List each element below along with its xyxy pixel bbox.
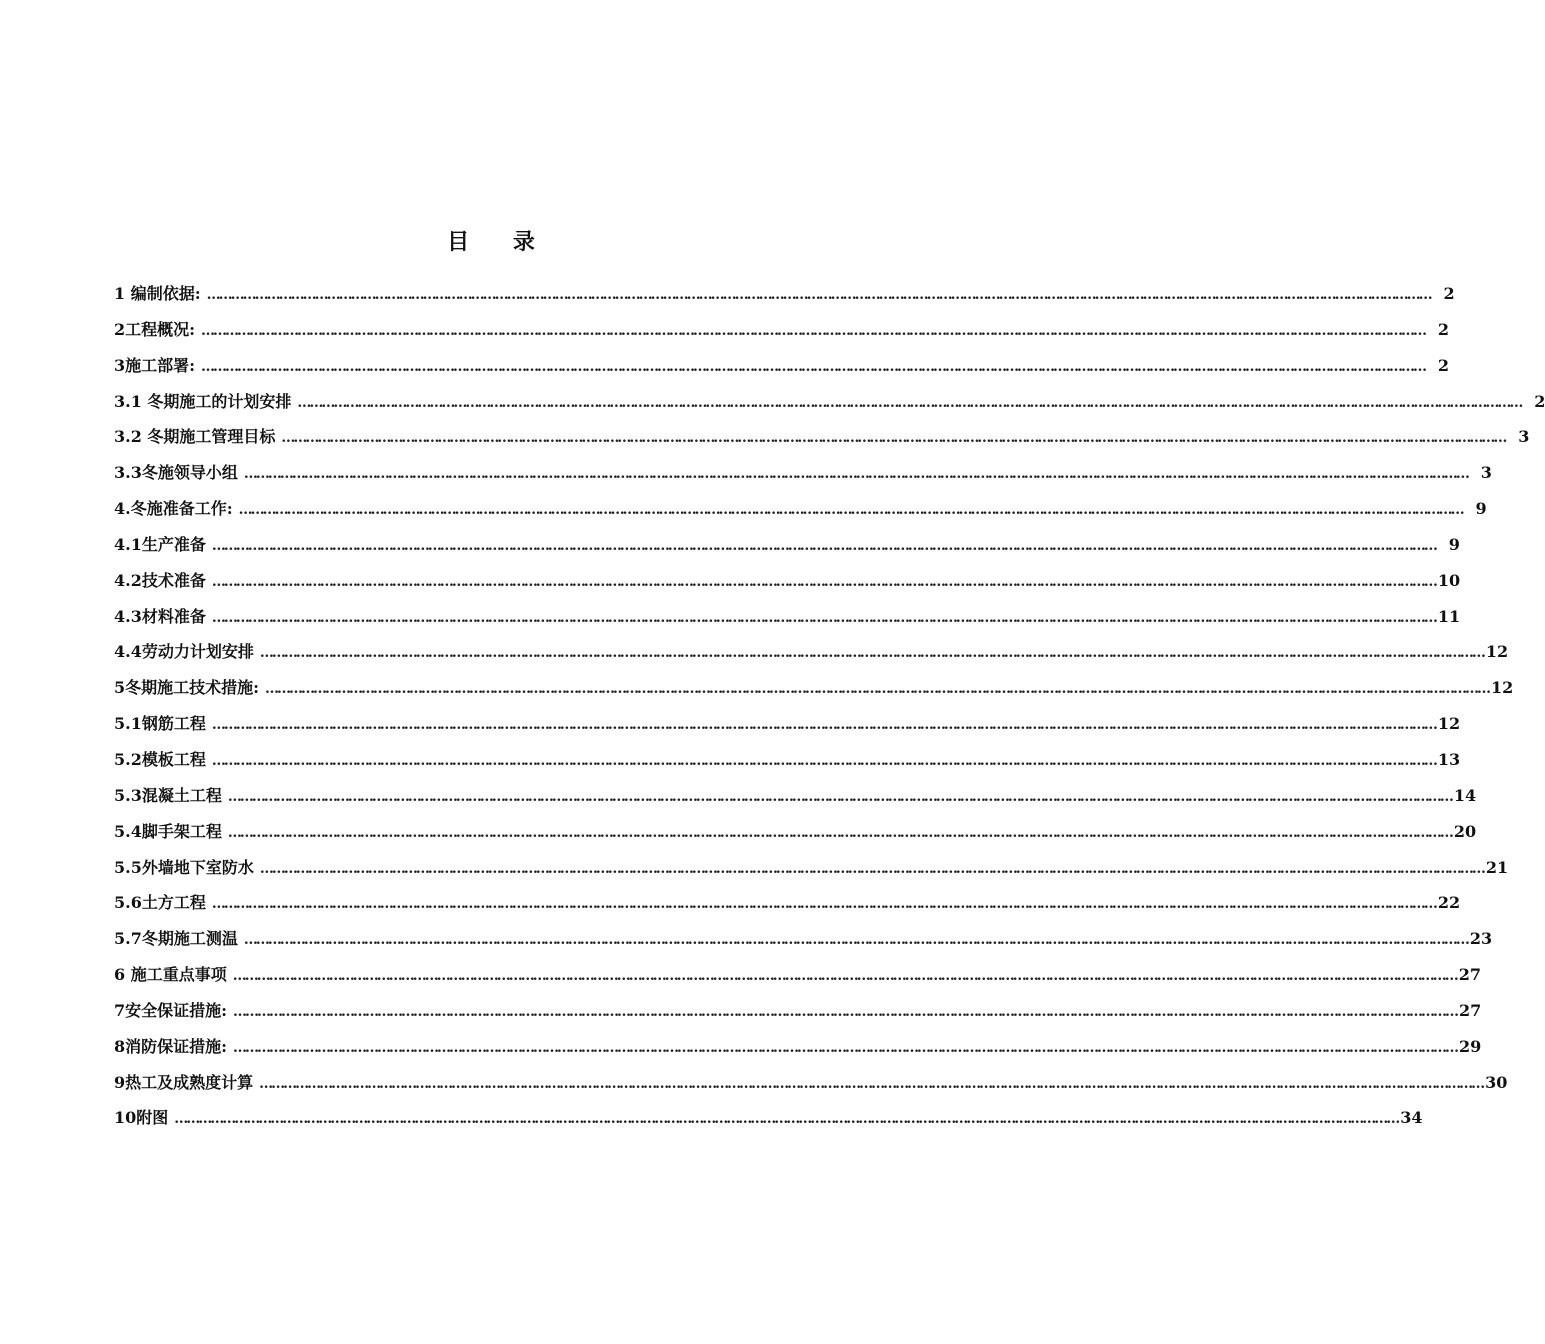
toc-entry-page-number: 11: [1437, 606, 1461, 626]
toc-dot-leader: ………………………………………………………………………………………………………………………………………………………………………………………………………………………………………………………………………………: [227, 824, 1452, 841]
toc-entry-page-number: 27: [1459, 1000, 1482, 1020]
toc-dot-leader: ………………………………………………………………………………………………………………………………………………………………………………………………………………………………………………………………………………: [211, 752, 1436, 769]
toc-dot-leader: ………………………………………………………………………………………………………………………………………………………………………………………………………………………………………………………………………………: [206, 287, 1431, 303]
toc-entry-label: 10附图: [114, 1108, 169, 1128]
toc-dot-leader: ………………………………………………………………………………………………………………………………………………………………………………………………………………………………………………………………………………: [232, 968, 1457, 985]
toc-dot-leader: ………………………………………………………………………………………………………………………………………………………………………………………………………………………………………………………………………………: [233, 1039, 1458, 1056]
toc-entry-page-number: 2: [1443, 284, 1455, 303]
toc-list: [114, 278, 1545, 1138]
toc-entry-label: 3施工部署:: [114, 355, 196, 375]
toc-entry[interactable]: [114, 1031, 1482, 1067]
toc-entry-label: 4.4劳动力计划安排: [114, 642, 254, 662]
toc-entry[interactable]: [114, 708, 1461, 744]
toc-entry-page-number: 9: [1475, 499, 1487, 519]
toc-dot-leader: ………………………………………………………………………………………………………………………………………………………………………………………………………………………………………………………………………………: [211, 573, 1436, 590]
toc-entry-page-number: 21: [1485, 857, 1509, 877]
toc-entry[interactable]: [114, 672, 1514, 708]
toc-entry-page-number: 3: [1480, 463, 1492, 483]
toc-entry-label: 5.5外墙地下室防水: [114, 857, 254, 877]
toc-entry-page-number: 13: [1437, 749, 1461, 769]
toc-dot-leader: ………………………………………………………………………………………………………………………………………………………………………………………………………………………………………………………………………………: [259, 645, 1484, 662]
toc-entry-label: 7安全保证措施:: [114, 1000, 228, 1020]
toc-entry[interactable]: [114, 601, 1461, 637]
toc-entry-label: 2工程概况:: [114, 319, 196, 339]
toc-entry-page-number: 27: [1458, 965, 1481, 985]
toc-entry[interactable]: [114, 278, 1455, 314]
toc-entry[interactable]: [114, 565, 1461, 601]
toc-entry-label: 4.1生产准备: [114, 534, 206, 554]
toc-dot-leader: ………………………………………………………………………………………………………………………………………………………………………………………………………………………………………………………………………………: [211, 896, 1436, 913]
toc-dot-leader: ………………………………………………………………………………………………………………………………………………………………………………………………………………………………………………………………………………: [201, 322, 1426, 339]
toc-entry-page-number: 12: [1437, 714, 1461, 734]
toc-dot-leader: ………………………………………………………………………………………………………………………………………………………………………………………………………………………………………………………………………………: [259, 860, 1484, 877]
toc-entry-label: 5.2模板工程: [114, 749, 206, 769]
toc-entry[interactable]: [114, 852, 1509, 888]
toc-dot-leader: ………………………………………………………………………………………………………………………………………………………………………………………………………………………………………………………………………………: [297, 394, 1522, 411]
toc-entry[interactable]: [114, 744, 1461, 780]
toc-dot-leader: ………………………………………………………………………………………………………………………………………………………………………………………………………………………………………………………………………………: [201, 358, 1426, 375]
toc-entry-page-number: 10: [1437, 570, 1461, 590]
toc-entry[interactable]: [114, 887, 1461, 923]
toc-entry-label: 5.4脚手架工程: [114, 821, 222, 841]
toc-dot-leader: ………………………………………………………………………………………………………………………………………………………………………………………………………………………………………………………………………………: [243, 466, 1468, 483]
toc-dot-leader: ………………………………………………………………………………………………………………………………………………………………………………………………………………………………………………………………………………: [265, 681, 1490, 698]
toc-dot-leader: ………………………………………………………………………………………………………………………………………………………………………………………………………………………………………………………………………………: [211, 717, 1436, 734]
toc-entry-label: 5.7冬期施工测温: [114, 929, 238, 949]
toc-dot-leader: ………………………………………………………………………………………………………………………………………………………………………………………………………………………………………………………………………………: [259, 1075, 1484, 1092]
toc-dot-leader: ………………………………………………………………………………………………………………………………………………………………………………………………………………………………………………………………………………: [211, 537, 1436, 554]
toc-entry[interactable]: [114, 780, 1477, 816]
toc-entry[interactable]: [114, 314, 1450, 350]
toc-dot-leader: ………………………………………………………………………………………………………………………………………………………………………………………………………………………………………………………………………………: [238, 502, 1463, 519]
toc-entry-page-number: 3: [1518, 427, 1530, 447]
toc-entry[interactable]: [114, 995, 1482, 1031]
toc-entry-page-number: 22: [1437, 893, 1461, 913]
toc-entry-page-number: 2: [1534, 391, 1545, 411]
toc-entry-label: 5冬期施工技术措施:: [114, 678, 260, 698]
toc-entry-label: 1 编制依据:: [114, 284, 201, 303]
toc-entry-label: 3.3冬施领导小组: [114, 463, 238, 483]
toc-entry[interactable]: [114, 493, 1487, 529]
toc-dot-leader: ………………………………………………………………………………………………………………………………………………………………………………………………………………………………………………………………………………: [211, 609, 1436, 626]
toc-entry-page-number: 30: [1485, 1072, 1508, 1092]
toc-entry-label: 9热工及成熟度计算: [114, 1072, 254, 1092]
toc-dot-leader: ………………………………………………………………………………………………………………………………………………………………………………………………………………………………………………………………………………: [281, 430, 1506, 447]
toc-title: 目 录: [447, 229, 553, 255]
toc-entry-page-number: 34: [1400, 1108, 1423, 1128]
toc-entry-label: 5.6土方工程: [114, 893, 206, 913]
toc-entry[interactable]: [114, 350, 1450, 386]
toc-entry[interactable]: [114, 816, 1477, 852]
toc-entry[interactable]: [114, 386, 1545, 422]
toc-entry-page-number: 9: [1448, 534, 1460, 554]
toc-dot-leader: ………………………………………………………………………………………………………………………………………………………………………………………………………………………………………………………………………………: [233, 1003, 1458, 1020]
toc-entry[interactable]: [114, 923, 1493, 959]
toc-dot-leader: ………………………………………………………………………………………………………………………………………………………………………………………………………………………………………………………………………………: [174, 1111, 1399, 1128]
toc-entry-page-number: 14: [1453, 785, 1477, 805]
toc-entry-label: 5.3混凝土工程: [114, 785, 222, 805]
toc-dot-leader: ………………………………………………………………………………………………………………………………………………………………………………………………………………………………………………………………………………: [227, 788, 1452, 805]
toc-entry-page-number: 12: [1485, 642, 1509, 662]
toc-entry-label: 4.3材料准备: [114, 606, 206, 626]
toc-entry-label: 5.1钢筋工程: [114, 714, 206, 734]
toc-entry[interactable]: [114, 1067, 1508, 1103]
toc-entry-page-number: 23: [1469, 929, 1493, 949]
toc-entry-label: 3.2 冬期施工管理目标: [114, 427, 276, 447]
toc-entry-page-number: 2: [1437, 319, 1450, 339]
toc-entry-label: 8消防保证措施:: [114, 1036, 228, 1056]
toc-entry[interactable]: [114, 529, 1460, 565]
toc-entry-label: 4.冬施准备工作:: [114, 499, 233, 519]
toc-entry[interactable]: [114, 636, 1509, 672]
toc-entry-page-number: 2: [1437, 355, 1450, 375]
toc-entry[interactable]: [114, 421, 1530, 457]
toc-entry-page-number: 29: [1459, 1036, 1482, 1056]
toc-entry[interactable]: [114, 959, 1481, 995]
toc-entry[interactable]: [114, 457, 1492, 493]
toc-entry-page-number: 12: [1491, 678, 1514, 698]
toc-entry-label: 6 施工重点事项: [114, 965, 227, 985]
toc-entry-page-number: 20: [1453, 821, 1477, 841]
toc-dot-leader: ………………………………………………………………………………………………………………………………………………………………………………………………………………………………………………………………………………: [243, 932, 1468, 949]
toc-entry[interactable]: [114, 1102, 1423, 1138]
toc-entry-label: 4.2技术准备: [114, 570, 206, 590]
toc-entry-label: 3.1 冬期施工的计划安排: [114, 391, 292, 411]
